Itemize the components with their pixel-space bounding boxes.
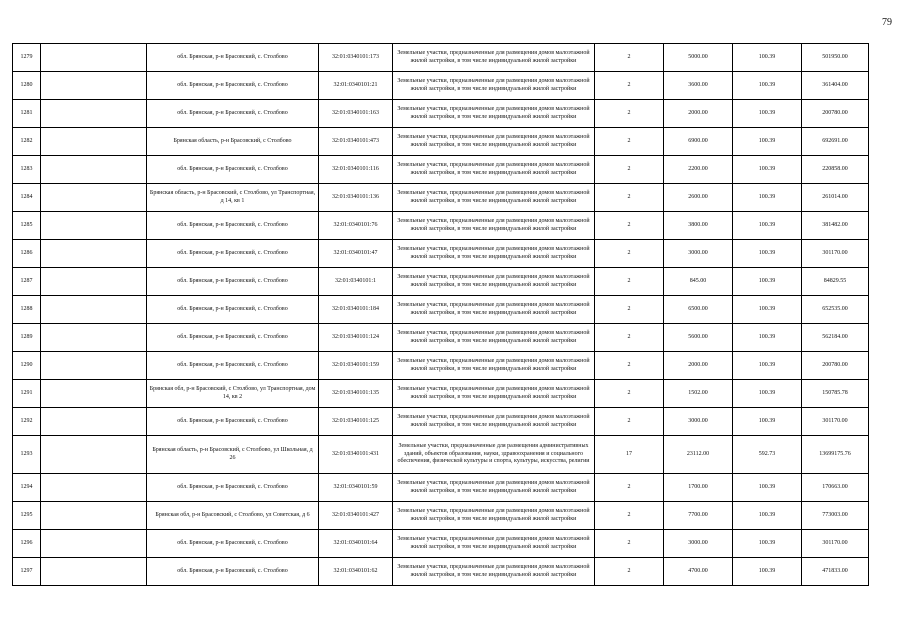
cadastral-number-cell: 32:01:0340101:125: [319, 408, 393, 436]
cadastral-number-cell: 32:01:0340101:163: [319, 100, 393, 128]
table-row: [13, 558, 869, 586]
record-number-cell: 1282: [13, 128, 41, 156]
blank-cell: [41, 128, 147, 156]
cadastral-number-cell: 32:01:0340101:64: [319, 530, 393, 558]
area-cell: 2600.00: [664, 184, 733, 212]
land-use-cell: Земельные участки, предназначенные для размещения домов малоэтажной жилой застройки, в том числе индивидуальной жилой застройки: [393, 128, 595, 156]
cadastral-number-cell: 32:01:0340101:124: [319, 324, 393, 352]
record-number-cell: 1296: [13, 530, 41, 558]
land-use-cell: Земельные участки, предназначенные для размещения домов малоэтажной жилой застройки, в том числе индивидуальной жилой застройки: [393, 156, 595, 184]
record-number-cell: 1292: [13, 408, 41, 436]
specific-value-cell: 100.39: [733, 128, 802, 156]
blank-cell: [41, 324, 147, 352]
table-row: [13, 324, 869, 352]
address-cell: обл. Брянская, р-н Брасовский, с. Столбово: [147, 156, 319, 184]
area-cell: 3000.00: [664, 408, 733, 436]
area-cell: 23112.00: [664, 436, 733, 474]
table-row: [13, 184, 869, 212]
record-number-cell: 1291: [13, 380, 41, 408]
record-number-cell: 1286: [13, 240, 41, 268]
record-number-cell: 1279: [13, 44, 41, 72]
address-cell: Брянская область, р-н Брасовский, с Столбово, ул Транспортная, д 14, кв 1: [147, 184, 319, 212]
use-group-cell: 2: [595, 502, 664, 530]
specific-value-cell: 100.39: [733, 72, 802, 100]
blank-cell: [41, 72, 147, 100]
specific-value-cell: 100.39: [733, 380, 802, 408]
cadastral-value-cell: 220858.00: [802, 156, 869, 184]
area-cell: 3800.00: [664, 212, 733, 240]
address-cell: Брянская область, р-н Брасовский, с Столбово: [147, 128, 319, 156]
table-row: [13, 100, 869, 128]
cadastral-value-cell: 261014.00: [802, 184, 869, 212]
area-cell: 5600.00: [664, 324, 733, 352]
area-cell: 3000.00: [664, 530, 733, 558]
address-cell: обл. Брянская, р-н Брасовский, с. Столбово: [147, 72, 319, 100]
cadastral-value-cell: 692691.00: [802, 128, 869, 156]
address-cell: обл. Брянская, р-н Брасовский, с. Столбово: [147, 324, 319, 352]
specific-value-cell: 100.39: [733, 100, 802, 128]
area-cell: 1700.00: [664, 474, 733, 502]
cadastral-number-cell: 32:01:0340101:184: [319, 296, 393, 324]
use-group-cell: 2: [595, 184, 664, 212]
table-row: [13, 296, 869, 324]
table-row: [13, 240, 869, 268]
specific-value-cell: 592.73: [733, 436, 802, 474]
address-cell: Брянская область, р-н Брасовский, с Столбово, ул Школьная, д 26: [147, 436, 319, 474]
area-cell: 6900.00: [664, 128, 733, 156]
address-cell: обл. Брянская, р-н Брасовский, с. Столбово: [147, 474, 319, 502]
address-cell: Брянская обл, р-н Брасовский, с Столбово, ул Транспортная, дом 14, кв 2: [147, 380, 319, 408]
address-cell: обл. Брянская, р-н Брасовский, с. Столбово: [147, 530, 319, 558]
land-use-cell: Земельные участки, предназначенные для размещения домов малоэтажной жилой застройки, в том числе индивидуальной жилой застройки: [393, 352, 595, 380]
cadastral-number-cell: 32:01:0340101:116: [319, 156, 393, 184]
cadastral-value-cell: 13699175.76: [802, 436, 869, 474]
cadastral-number-cell: 32:01:0340101:135: [319, 380, 393, 408]
blank-cell: [41, 184, 147, 212]
blank-cell: [41, 268, 147, 296]
use-group-cell: 2: [595, 474, 664, 502]
use-group-cell: 2: [595, 380, 664, 408]
record-number-cell: 1283: [13, 156, 41, 184]
address-cell: обл. Брянская, р-н Брасовский, с. Столбово: [147, 100, 319, 128]
table-row: [13, 436, 869, 474]
cadastral-number-cell: 32:01:0340101:473: [319, 128, 393, 156]
record-number-cell: 1287: [13, 268, 41, 296]
table-row: [13, 530, 869, 558]
use-group-cell: 2: [595, 212, 664, 240]
use-group-cell: 2: [595, 156, 664, 184]
use-group-cell: 2: [595, 240, 664, 268]
land-use-cell: Земельные участки, предназначенные для размещения домов малоэтажной жилой застройки, в том числе индивидуальной жилой застройки: [393, 408, 595, 436]
table-row: [13, 128, 869, 156]
land-use-cell: Земельные участки, предназначенные для размещения домов малоэтажной жилой застройки, в том числе индивидуальной жилой застройки: [393, 72, 595, 100]
area-cell: 1502.00: [664, 380, 733, 408]
cadastral-value-cell: 381482.00: [802, 212, 869, 240]
blank-cell: [41, 408, 147, 436]
use-group-cell: 2: [595, 352, 664, 380]
blank-cell: [41, 352, 147, 380]
cadastral-value-cell: 84829.55: [802, 268, 869, 296]
blank-cell: [41, 558, 147, 586]
cadastral-value-cell: 562184.00: [802, 324, 869, 352]
cadastral-value-cell: 150785.78: [802, 380, 869, 408]
record-number-cell: 1281: [13, 100, 41, 128]
record-number-cell: 1294: [13, 474, 41, 502]
table-row: [13, 380, 869, 408]
cadastral-value-cell: 170663.00: [802, 474, 869, 502]
record-number-cell: 1280: [13, 72, 41, 100]
land-use-cell: Земельные участки, предназначенные для размещения домов малоэтажной жилой застройки, в том числе индивидуальной жилой застройки: [393, 100, 595, 128]
page-number: 79: [882, 17, 892, 28]
land-use-cell: Земельные участки, предназначенные для размещения домов малоэтажной жилой застройки, в том числе индивидуальной жилой застройки: [393, 502, 595, 530]
cadastral-number-cell: 32:01:0340101:159: [319, 352, 393, 380]
use-group-cell: 2: [595, 324, 664, 352]
record-number-cell: 1288: [13, 296, 41, 324]
table-row: [13, 156, 869, 184]
cadastral-value-cell: 361404.00: [802, 72, 869, 100]
address-cell: обл. Брянская, р-н Брасовский, с. Столбово: [147, 240, 319, 268]
address-cell: обл. Брянская, р-н Брасовский, с. Столбово: [147, 44, 319, 72]
use-group-cell: 2: [595, 296, 664, 324]
record-number-cell: 1290: [13, 352, 41, 380]
record-number-cell: 1289: [13, 324, 41, 352]
specific-value-cell: 100.39: [733, 352, 802, 380]
land-use-cell: Земельные участки, предназначенные для размещения домов малоэтажной жилой застройки, в том числе индивидуальной жилой застройки: [393, 380, 595, 408]
cadastral-number-cell: 32:01:0340101:136: [319, 184, 393, 212]
table-row: [13, 44, 869, 72]
cadastral-number-cell: 32:01:0340101:47: [319, 240, 393, 268]
use-group-cell: 2: [595, 100, 664, 128]
address-cell: Брянская обл, р-н Брасовский, с Столбово, ул Советская, д 6: [147, 502, 319, 530]
table-row: [13, 268, 869, 296]
address-cell: обл. Брянская, р-н Брасовский, с. Столбово: [147, 212, 319, 240]
blank-cell: [41, 530, 147, 558]
land-use-cell: Земельные участки, предназначенные для размещения домов малоэтажной жилой застройки, в том числе индивидуальной жилой застройки: [393, 184, 595, 212]
specific-value-cell: 100.39: [733, 530, 802, 558]
record-number-cell: 1285: [13, 212, 41, 240]
cadastral-value-cell: 200780.00: [802, 352, 869, 380]
cadastral-number-cell: 32:01:0340101:59: [319, 474, 393, 502]
table-body: [13, 44, 869, 586]
specific-value-cell: 100.39: [733, 558, 802, 586]
blank-cell: [41, 240, 147, 268]
land-use-cell: Земельные участки, предназначенные для размещения домов малоэтажной жилой застройки, в том числе индивидуальной жилой застройки: [393, 474, 595, 502]
land-use-cell: Земельные участки, предназначенные для размещения домов малоэтажной жилой застройки, в том числе индивидуальной жилой застройки: [393, 296, 595, 324]
use-group-cell: 17: [595, 436, 664, 474]
record-number-cell: 1297: [13, 558, 41, 586]
area-cell: 6500.00: [664, 296, 733, 324]
specific-value-cell: 100.39: [733, 296, 802, 324]
cadastral-value-cell: 301170.00: [802, 408, 869, 436]
cadastral-value-cell: 471833.00: [802, 558, 869, 586]
cadastral-number-cell: 32:01:0340101:427: [319, 502, 393, 530]
use-group-cell: 2: [595, 408, 664, 436]
use-group-cell: 2: [595, 128, 664, 156]
address-cell: обл. Брянская, р-н Брасовский, с. Столбово: [147, 268, 319, 296]
cadastral-value-cell: 501950.00: [802, 44, 869, 72]
table-row: [13, 474, 869, 502]
address-cell: обл. Брянская, р-н Брасовский, с. Столбово: [147, 408, 319, 436]
blank-cell: [41, 474, 147, 502]
land-use-cell: Земельные участки, предназначенные для размещения домов малоэтажной жилой застройки, в том числе индивидуальной жилой застройки: [393, 212, 595, 240]
area-cell: 7700.00: [664, 502, 733, 530]
blank-cell: [41, 156, 147, 184]
cadastral-number-cell: 32:01:0340101:76: [319, 212, 393, 240]
blank-cell: [41, 380, 147, 408]
cadastral-number-cell: 32:01:0340101:1: [319, 268, 393, 296]
area-cell: 2200.00: [664, 156, 733, 184]
land-registry-table: [12, 43, 869, 586]
record-number-cell: 1284: [13, 184, 41, 212]
blank-cell: [41, 100, 147, 128]
area-cell: 2000.00: [664, 352, 733, 380]
cadastral-value-cell: 301170.00: [802, 240, 869, 268]
table-row: [13, 212, 869, 240]
area-cell: 3000.00: [664, 240, 733, 268]
record-number-cell: 1293: [13, 436, 41, 474]
table-row: [13, 408, 869, 436]
blank-cell: [41, 296, 147, 324]
table-row: [13, 352, 869, 380]
area-cell: 845.00: [664, 268, 733, 296]
cadastral-number-cell: 32:01:0340101:431: [319, 436, 393, 474]
blank-cell: [41, 212, 147, 240]
address-cell: обл. Брянская, р-н Брасовский, с. Столбово: [147, 352, 319, 380]
table-row: [13, 502, 869, 530]
blank-cell: [41, 436, 147, 474]
specific-value-cell: 100.39: [733, 324, 802, 352]
cadastral-value-cell: 773003.00: [802, 502, 869, 530]
specific-value-cell: 100.39: [733, 156, 802, 184]
cadastral-value-cell: 652535.00: [802, 296, 869, 324]
land-use-cell: Земельные участки, предназначенные для размещения домов малоэтажной жилой застройки, в том числе индивидуальной жилой застройки: [393, 268, 595, 296]
blank-cell: [41, 502, 147, 530]
land-use-cell: Земельные участки, предназначенные для размещения домов малоэтажной жилой застройки, в том числе индивидуальной жилой застройки: [393, 530, 595, 558]
area-cell: 4700.00: [664, 558, 733, 586]
specific-value-cell: 100.39: [733, 268, 802, 296]
specific-value-cell: 100.39: [733, 502, 802, 530]
address-cell: обл. Брянская, р-н Брасовский, с. Столбово: [147, 296, 319, 324]
cadastral-value-cell: 301170.00: [802, 530, 869, 558]
specific-value-cell: 100.39: [733, 184, 802, 212]
land-use-cell: Земельные участки, предназначенные для размещения домов малоэтажной жилой застройки, в том числе индивидуальной жилой застройки: [393, 558, 595, 586]
use-group-cell: 2: [595, 530, 664, 558]
land-use-cell: Земельные участки, предназначенные для размещения административных зданий, объектов образования, науки, здравоохранения и социального обеспечения, физической культуры и спорта, культуры, искусства, религии: [393, 436, 595, 474]
blank-cell: [41, 44, 147, 72]
area-cell: 3600.00: [664, 72, 733, 100]
specific-value-cell: 100.39: [733, 212, 802, 240]
land-use-cell: Земельные участки, предназначенные для размещения домов малоэтажной жилой застройки, в том числе индивидуальной жилой застройки: [393, 324, 595, 352]
cadastral-number-cell: 32:01:0340101:62: [319, 558, 393, 586]
use-group-cell: 2: [595, 558, 664, 586]
specific-value-cell: 100.39: [733, 474, 802, 502]
use-group-cell: 2: [595, 44, 664, 72]
specific-value-cell: 100.39: [733, 240, 802, 268]
record-number-cell: 1295: [13, 502, 41, 530]
specific-value-cell: 100.39: [733, 44, 802, 72]
land-use-cell: Земельные участки, предназначенные для размещения домов малоэтажной жилой застройки, в том числе индивидуальной жилой застройки: [393, 240, 595, 268]
use-group-cell: 2: [595, 72, 664, 100]
land-use-cell: Земельные участки, предназначенные для размещения домов малоэтажной жилой застройки, в том числе индивидуальной жилой застройки: [393, 44, 595, 72]
table-row: [13, 72, 869, 100]
address-cell: обл. Брянская, р-н Брасовский, с. Столбово: [147, 558, 319, 586]
cadastral-number-cell: 32:01:0340101:173: [319, 44, 393, 72]
cadastral-number-cell: 32:01:0340101:21: [319, 72, 393, 100]
cadastral-value-cell: 200780.00: [802, 100, 869, 128]
area-cell: 2000.00: [664, 100, 733, 128]
use-group-cell: 2: [595, 268, 664, 296]
specific-value-cell: 100.39: [733, 408, 802, 436]
area-cell: 5000.00: [664, 44, 733, 72]
